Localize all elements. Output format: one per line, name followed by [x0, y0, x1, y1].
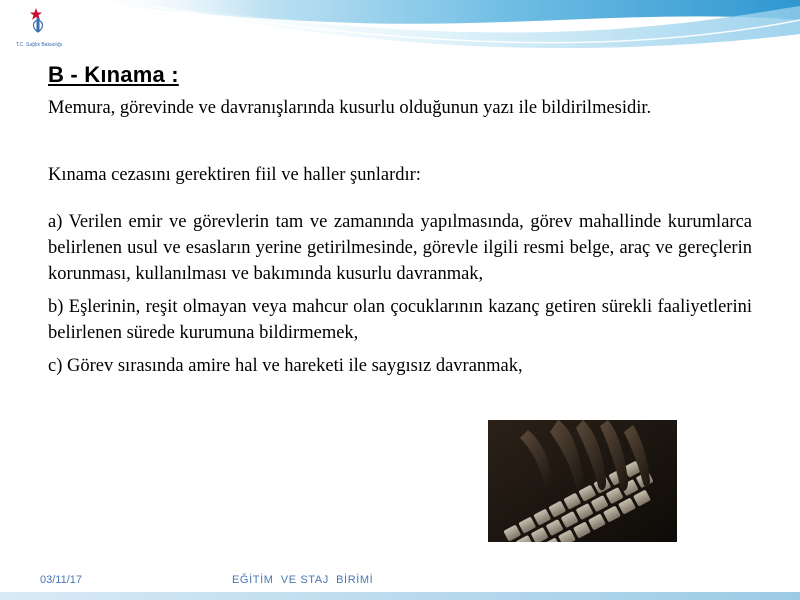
- definition-text: Memura, görevinde ve davranışlarında kusurlu olduğunun yazı ile bildirilmesidir.: [48, 98, 652, 118]
- footer-date: 03/11/17: [40, 574, 83, 586]
- offense-list: [48, 209, 752, 386]
- ministry-logo: [6, 2, 72, 62]
- intro-text: Kınama cezasını gerektiren fiil ve haller şunlardır:: [48, 165, 421, 185]
- footer-unit-name: EĞİTİM VE STAJ BİRİMİ: [232, 574, 374, 586]
- keyboard-hands-photo: [488, 420, 677, 542]
- logo-caption: T.C. Sağlık Bakanlığı: [15, 42, 63, 48]
- footer-bar: [0, 592, 800, 600]
- header-wave-decoration: [0, 0, 800, 60]
- list-item: a) Verilen emir ve görevlerin tam ve zamanında yapılmasında, görev mahallinde kurumlarca belirlenen usul ve esasların yerine getirilmesinde, görevle ilgili resmi belge, araç ve gereçlerin korunması, kullanılması ve bakımında kusurlu davranmak,: [48, 212, 752, 284]
- list-item: b) Eşlerinin, reşit olmayan veya mahcur olan çocuklarının kazanç getiren sürekli faaliyetlerini belirlenen sürede kurumuna bildirmemek,: [48, 297, 752, 343]
- list-item: c) Görev sırasında amire hal ve hareketi ile saygısız davranmak,: [48, 356, 523, 376]
- slide-title: B - Kınama :: [48, 62, 179, 87]
